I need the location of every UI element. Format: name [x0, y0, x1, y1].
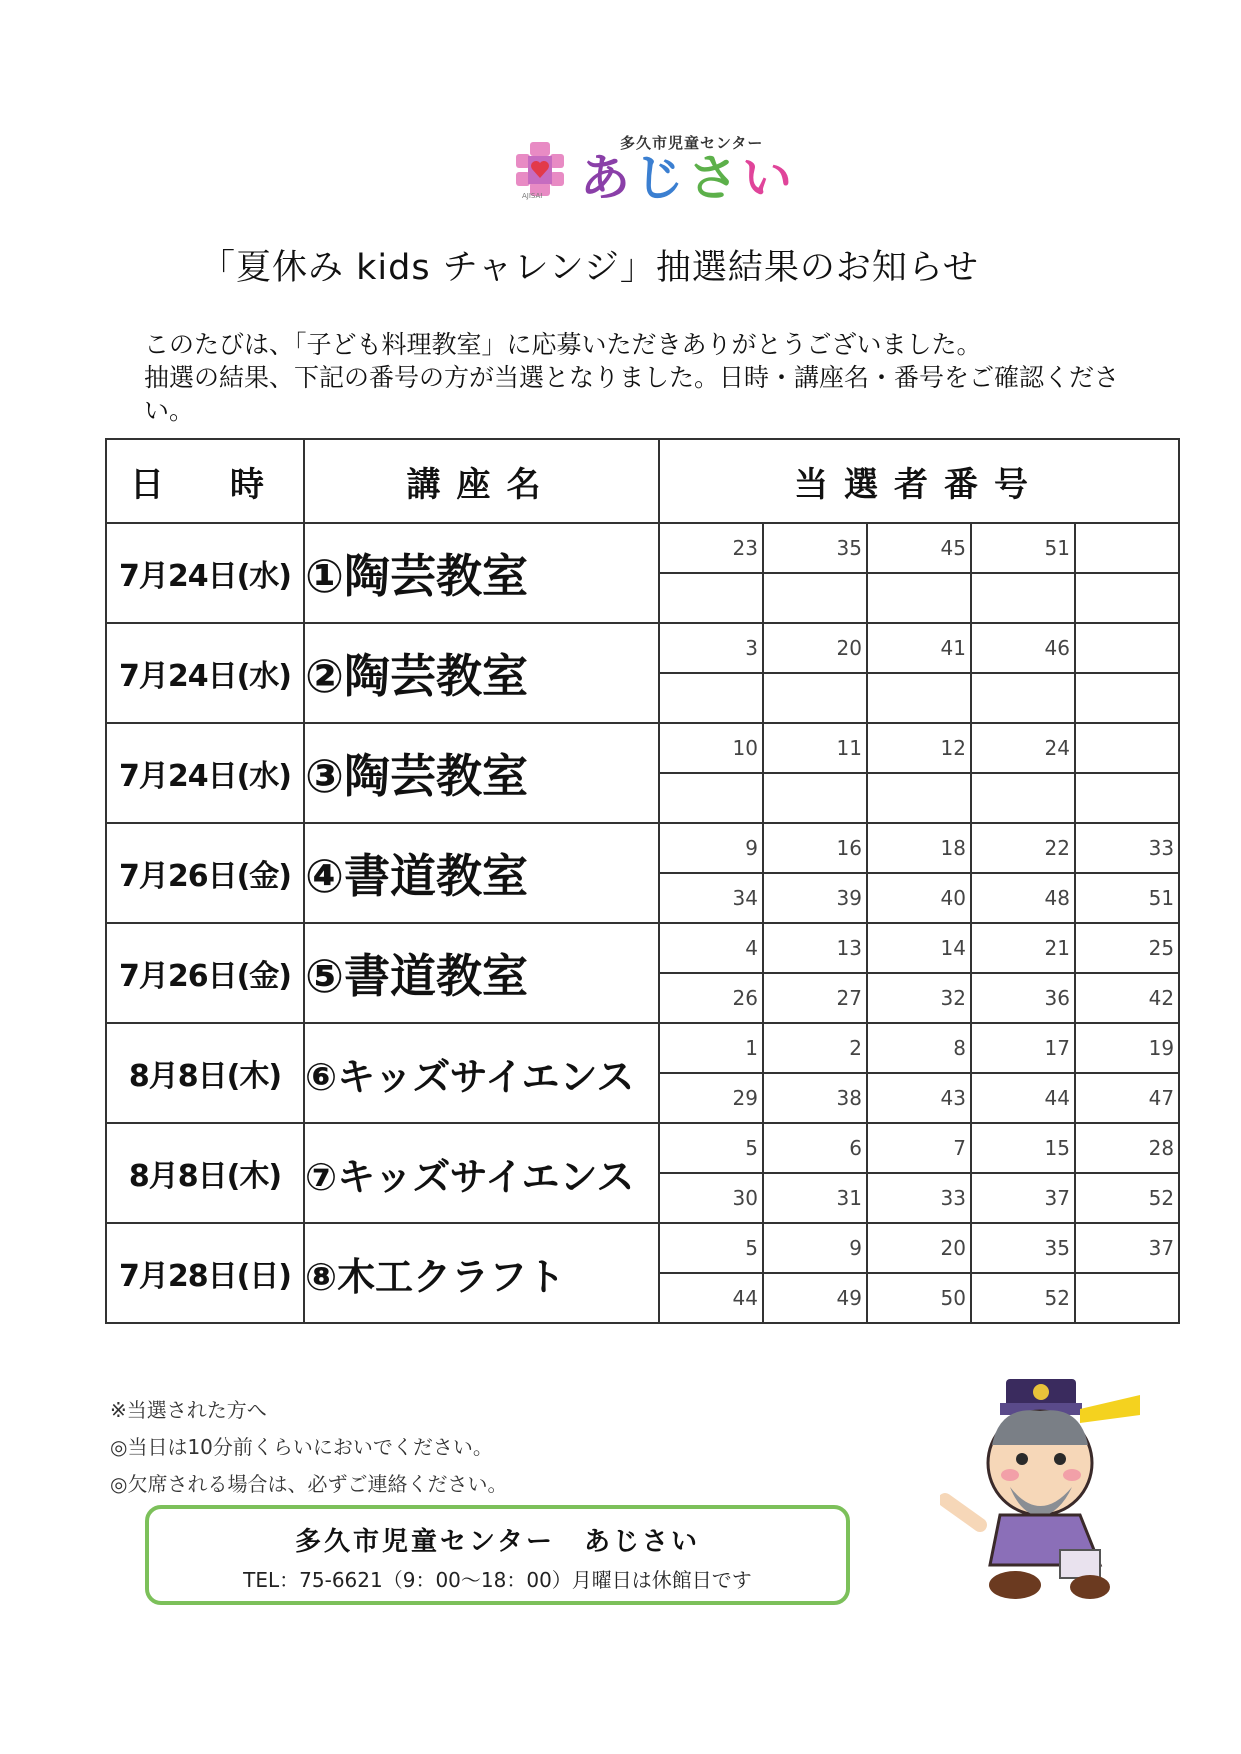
winner-number: 45: [867, 523, 971, 573]
winner-number: [867, 773, 971, 823]
winner-number: 3: [659, 623, 763, 673]
course-date: 7月28日(日): [106, 1223, 304, 1323]
header-date: 日 時: [106, 439, 304, 523]
logo-tiny-text: AJISAI: [522, 192, 543, 200]
table-row: [106, 723, 1179, 773]
winner-number: [971, 773, 1075, 823]
winner-number: 14: [867, 923, 971, 973]
winner-number: 38: [763, 1073, 867, 1123]
winner-number: 5: [659, 1123, 763, 1173]
table-row: [106, 1223, 1179, 1273]
winner-number: 39: [763, 873, 867, 923]
winner-number: [1075, 723, 1179, 773]
winner-number: [971, 673, 1075, 723]
course-name: ①陶芸教室: [304, 523, 659, 623]
winner-number: 31: [763, 1173, 867, 1223]
course-name: ③陶芸教室: [304, 723, 659, 823]
course-name: ⑥キッズサイエンス: [304, 1023, 659, 1123]
winner-number: [1075, 673, 1179, 723]
winner-number: [659, 673, 763, 723]
winner-number: 16: [763, 823, 867, 873]
winner-number: 1: [659, 1023, 763, 1073]
winner-number: 37: [971, 1173, 1075, 1223]
winner-number: 32: [867, 973, 971, 1023]
winner-number: [867, 573, 971, 623]
intro-line-1: このたびは、「子ども料理教室」に応募いただきありがとうございました。: [144, 330, 982, 359]
page-title: 「夏休み kids チャレンジ」抽選結果のお知らせ: [200, 248, 979, 288]
logo-char: あ: [580, 149, 634, 207]
winner-number: [763, 673, 867, 723]
winner-number: [763, 773, 867, 823]
course-date: 8月8日(木): [106, 1123, 304, 1223]
course-name: ④書道教室: [304, 823, 659, 923]
winner-number: 20: [763, 623, 867, 673]
winner-number: 5: [659, 1223, 763, 1273]
note-line: ◎当日は10分前くらいにおいでください。: [110, 1435, 493, 1459]
winner-number: 2: [763, 1023, 867, 1073]
winner-number: 11: [763, 723, 867, 773]
winner-number: 21: [971, 923, 1075, 973]
winner-number: 44: [971, 1073, 1075, 1123]
winner-number: 51: [1075, 873, 1179, 923]
winner-number: [763, 573, 867, 623]
winner-number: 19: [1075, 1023, 1179, 1073]
hydrangea-logo-icon: [510, 140, 570, 200]
winner-number: [1075, 623, 1179, 673]
winner-number: 35: [971, 1223, 1075, 1273]
course-date: 7月24日(水): [106, 623, 304, 723]
winner-number: 36: [971, 973, 1075, 1023]
winner-number: 33: [867, 1173, 971, 1223]
table-row: [106, 823, 1179, 873]
mascot-illustration: [940, 1375, 1150, 1605]
winner-number: [1075, 773, 1179, 823]
winner-number: 29: [659, 1073, 763, 1123]
winner-number: [867, 673, 971, 723]
winner-number: 43: [867, 1073, 971, 1123]
results-table: [105, 438, 1180, 1324]
winner-number: 10: [659, 723, 763, 773]
table-row: [106, 623, 1179, 673]
course-date: 7月26日(金): [106, 923, 304, 1023]
winner-number: 49: [763, 1273, 867, 1323]
winner-number: [1075, 1273, 1179, 1323]
winner-number: [971, 573, 1075, 623]
course-date: 7月24日(水): [106, 723, 304, 823]
logo-char: さ: [688, 149, 742, 207]
winner-number: 41: [867, 623, 971, 673]
winner-number: 6: [763, 1123, 867, 1173]
logo-subtitle: 多久市児童センター: [620, 134, 764, 152]
winner-number: 15: [971, 1123, 1075, 1173]
winner-number: 50: [867, 1273, 971, 1323]
logo-name: [580, 148, 796, 208]
winner-number: 25: [1075, 923, 1179, 973]
course-date: 7月24日(水): [106, 523, 304, 623]
winner-number: 51: [971, 523, 1075, 573]
winner-number: 46: [971, 623, 1075, 673]
winner-number: 9: [659, 823, 763, 873]
logo-char: じ: [634, 149, 688, 207]
winner-number: 28: [1075, 1123, 1179, 1173]
winner-number: 52: [971, 1273, 1075, 1323]
course-date: 7月26日(金): [106, 823, 304, 923]
course-name: ⑧木工クラフト: [304, 1223, 659, 1323]
winner-number: 37: [1075, 1223, 1179, 1273]
winner-number: 4: [659, 923, 763, 973]
course-date: 8月8日(木): [106, 1023, 304, 1123]
table-row: [106, 523, 1179, 573]
winner-number: 22: [971, 823, 1075, 873]
winner-number: 34: [659, 873, 763, 923]
contact-box: [145, 1505, 850, 1605]
winner-number: [1075, 523, 1179, 573]
winner-number: [659, 573, 763, 623]
winner-number: 12: [867, 723, 971, 773]
winner-number: 27: [763, 973, 867, 1023]
intro-line-2: 抽選の結果、下記の番号の方が当選となりました。日時・講座名・番号をご確認ください。: [144, 363, 1120, 425]
winner-number: 40: [867, 873, 971, 923]
logo-char: い: [742, 149, 796, 207]
contact-tel: TEL：75-6621（9：00〜18：00）月曜日は休館日です: [243, 1568, 752, 1592]
table-row: [106, 1023, 1179, 1073]
winner-number: 18: [867, 823, 971, 873]
winner-number: 17: [971, 1023, 1075, 1073]
winner-number: 44: [659, 1273, 763, 1323]
winner-number: 9: [763, 1223, 867, 1273]
logo: [510, 130, 840, 210]
header-course: 講座名: [304, 439, 659, 523]
table-row: [106, 923, 1179, 973]
contact-name: 多久市児童センター あじさい: [295, 1527, 700, 1557]
winner-number: 23: [659, 523, 763, 573]
winner-number: 7: [867, 1123, 971, 1173]
winner-number: 35: [763, 523, 867, 573]
winner-number: 13: [763, 923, 867, 973]
winner-number: [1075, 573, 1179, 623]
winner-number: 24: [971, 723, 1075, 773]
winner-number: 33: [1075, 823, 1179, 873]
course-name: ⑦キッズサイエンス: [304, 1123, 659, 1223]
intro-text: [112, 328, 1142, 427]
header-winners: 当選者番号: [659, 439, 1179, 523]
note-line: ◎欠席される場合は、必ずご連絡ください。: [110, 1472, 508, 1496]
winner-number: 47: [1075, 1073, 1179, 1123]
notes: [110, 1392, 507, 1503]
winner-number: 8: [867, 1023, 971, 1073]
course-name: ⑤書道教室: [304, 923, 659, 1023]
course-name: ②陶芸教室: [304, 623, 659, 723]
table-row: [106, 1123, 1179, 1173]
winner-number: 30: [659, 1173, 763, 1223]
winner-number: 52: [1075, 1173, 1179, 1223]
winner-number: 48: [971, 873, 1075, 923]
winner-number: 42: [1075, 973, 1179, 1023]
note-line: ※当選された方へ: [110, 1398, 267, 1422]
winner-number: [659, 773, 763, 823]
winner-number: 26: [659, 973, 763, 1023]
table-body: [106, 523, 1179, 1323]
winner-number: 20: [867, 1223, 971, 1273]
